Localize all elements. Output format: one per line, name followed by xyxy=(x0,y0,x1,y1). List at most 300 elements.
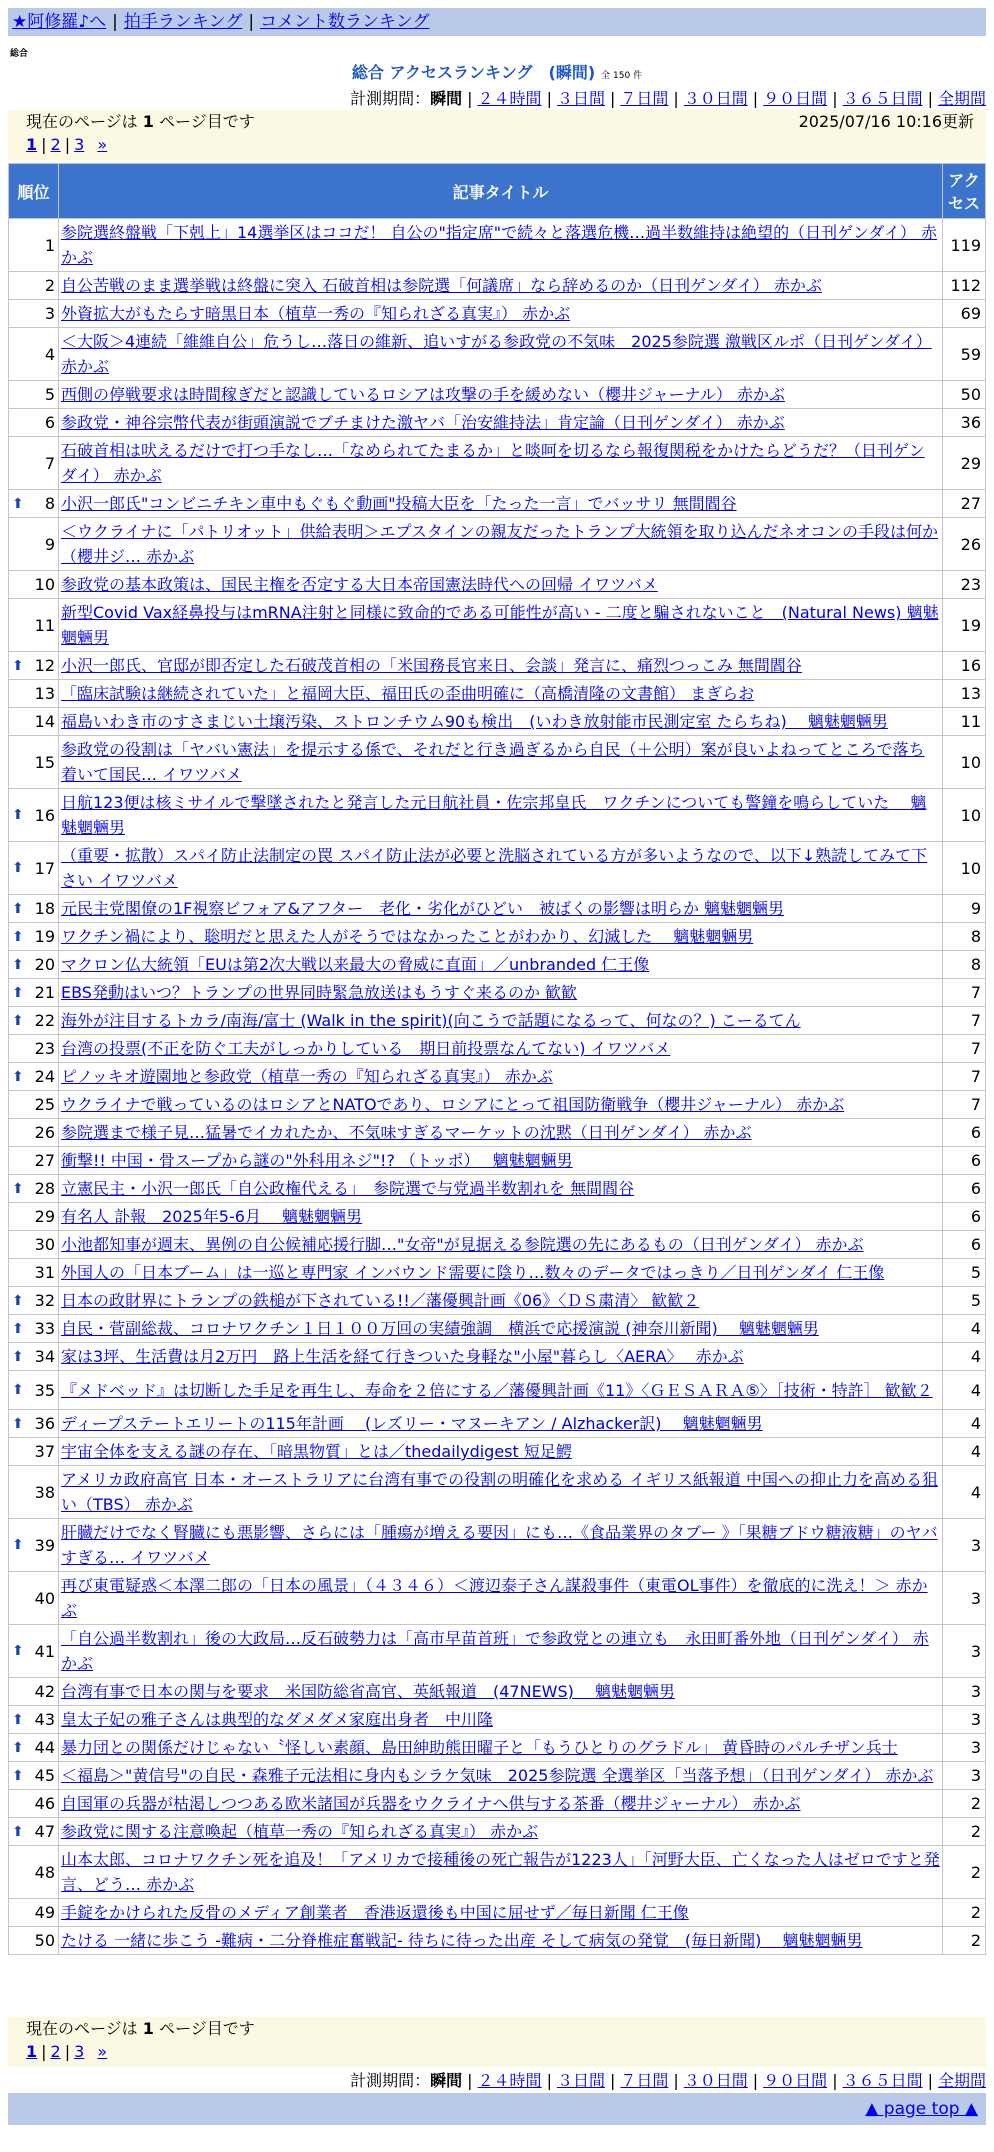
table-row xyxy=(9,923,986,951)
period-option-5[interactable]: ９０日間 xyxy=(763,89,828,108)
ranking-table xyxy=(8,163,986,1955)
table-row xyxy=(9,1410,986,1438)
title-cell xyxy=(59,1706,943,1734)
period-separator: | xyxy=(673,2071,679,2090)
access-count: 8 xyxy=(943,923,986,951)
comment-ranking-link[interactable]: コメント数ランキング xyxy=(260,12,430,32)
table-row xyxy=(9,1927,986,1955)
rank-cell xyxy=(9,680,59,708)
access-count: 5 xyxy=(943,1259,986,1287)
rank-cell xyxy=(9,1706,59,1734)
article-link[interactable]: 『メドベッド』は切断した手足を再生し、寿命を２倍にする／藩優興計画《11》〈ＧＥＳＡＲＡ⑤〉［技術・特許］ 歓歓２ xyxy=(61,1380,933,1400)
article-link[interactable]: 日本の政財界にトランプの鉄槌が下されている!!／藩優興計画《06》〈ＤＳ粛清〉 歓歓２ xyxy=(61,1291,700,1310)
table-row xyxy=(9,1063,986,1091)
table-row xyxy=(9,1091,986,1119)
access-count: 7 xyxy=(943,1007,986,1035)
period-separator: | xyxy=(752,89,759,108)
table-row xyxy=(9,1175,986,1203)
article-link[interactable]: ピノッキオ遊園地と参政党（植草一秀の『知られざる真実』） 赤かぶ xyxy=(61,1067,553,1086)
table-row xyxy=(9,652,986,680)
title-cell xyxy=(59,1818,943,1846)
table-row xyxy=(9,708,986,736)
article-link[interactable]: 福島いわき市のすさまじい土壌汚染、ストロンチウム90も検出 (いわき放射能市民測定室 たらちね) 魑魅魍魎男 xyxy=(61,712,888,731)
article-link[interactable]: 立憲民主・小沢一郎氏「自公政権代える」 参院選で与党過半数割れを 無間閻谷 xyxy=(61,1179,635,1198)
home-link[interactable]: ★阿修羅♪へ xyxy=(12,12,107,32)
article-link[interactable]: 参政党・神谷宗幣代表が街頭演説でブチまけた激ヤバ「治安維持法」肯定論（日刊ゲンダイ） 赤かぶ xyxy=(61,413,785,432)
period-option-2[interactable]: ３日間 xyxy=(556,2071,605,2090)
access-count: 27 xyxy=(943,490,986,518)
rank-cell xyxy=(9,1790,59,1818)
access-count: 112 xyxy=(943,272,986,300)
period-option-2[interactable]: ３日間 xyxy=(556,89,605,108)
access-count: 6 xyxy=(943,1147,986,1175)
table-row xyxy=(9,1343,986,1371)
title-cell xyxy=(59,1734,943,1762)
article-link[interactable]: 再び東電疑惑＜本澤二郎の「日本の風景」（４３４６）＜渡辺泰子さん謀殺事件（東電OL事件）を徹底的に洗え！＞ 赤かぶ xyxy=(61,1576,928,1620)
access-count: 3 xyxy=(943,1706,986,1734)
access-count: 36 xyxy=(943,409,986,437)
title-cell xyxy=(59,895,943,923)
article-link[interactable]: 小池都知事が週末、異例の自公候補応援行脚…"女帝"が見据える参院選の先にあるもの（日刊ゲンダイ） 赤かぶ xyxy=(61,1235,864,1254)
period-option-5[interactable]: ９０日間 xyxy=(763,2071,828,2090)
article-link[interactable]: 元民主党閣僚の1F視察ビフォア&アフター 老化・劣化がひどい 被ばくの影響は明らか 魑魅魍魎男 xyxy=(61,899,785,918)
rank-cell xyxy=(9,1818,59,1846)
table-row xyxy=(9,1438,986,1466)
title-cell xyxy=(59,1371,943,1410)
rank-number: 38 xyxy=(34,1482,55,1502)
rank-cell xyxy=(9,1927,59,1955)
article-link[interactable]: 参政党に関する注意喚起（植草一秀の『知られざる真実』） 赤かぶ xyxy=(61,1822,539,1841)
article-link[interactable]: 皇太子妃の雅子さんは典型的なダメダメ家庭出身者 中川隆 xyxy=(61,1710,494,1729)
title-cell xyxy=(59,1678,943,1706)
rank-up-arrow-icon: ⬆ xyxy=(12,1012,24,1029)
article-link[interactable]: 自国軍の兵器が枯渇しつつある欧米諸国が兵器をウクライナへ供与する茶番（櫻井ジャーナル） 赤かぶ xyxy=(61,1794,801,1813)
table-row xyxy=(9,1625,986,1678)
period-separator: | xyxy=(752,2071,759,2090)
rank-number: 50 xyxy=(34,1931,55,1950)
title-header: 記事タイトル xyxy=(59,164,943,219)
title-cell xyxy=(59,1572,943,1625)
article-link[interactable]: ディープステートエリートの115年計画 (レズリー・マヌーキアン / Alzhacker訳) 魑魅魍魎男 xyxy=(61,1414,763,1433)
article-link[interactable]: アメリカ政府高官 日本・オーストラリアに台湾有事での役割の明確化を求める イギリス紙報道 中国への抑止力を高める狙い（TBS） 赤かぶ xyxy=(61,1470,939,1514)
period-separator: | xyxy=(467,89,473,108)
table-row xyxy=(9,1231,986,1259)
rank-number: 49 xyxy=(34,1903,55,1922)
table-row xyxy=(9,409,986,437)
pagination-bottom xyxy=(26,2041,974,2063)
period-separator: | xyxy=(467,2071,473,2090)
page-link-2[interactable]: 2 xyxy=(50,135,61,154)
total-count: 全 150 件 xyxy=(601,71,643,81)
rank-cell xyxy=(9,1063,59,1091)
period-separator: | xyxy=(546,2071,552,2090)
rank-number: 43 xyxy=(34,1710,55,1729)
rank-number: 5 xyxy=(44,385,55,404)
access-count: 4 xyxy=(943,1438,986,1466)
current-page-text-bottom: 現在のページは 1 ページ目です xyxy=(26,2019,255,2038)
access-count: 50 xyxy=(943,381,986,409)
page-link-1: 1 xyxy=(26,135,38,154)
article-link[interactable]: 「臨床試験は継続されていた」と福岡大臣、福田氏の歪曲明確に（高橋清隆の文書館） まぎらお xyxy=(61,684,755,703)
article-link[interactable]: 日航123便は核ミサイルで撃墜されたと発言した元日航社員・佐宗邦皇氏 ワクチンについても警鐘を鳴らしていた 魑魅魍魎男 xyxy=(61,793,927,837)
title-cell xyxy=(59,1175,943,1203)
rank-cell xyxy=(9,708,59,736)
rank-number: 1 xyxy=(44,235,55,255)
next-page-link[interactable]: » xyxy=(97,2042,108,2061)
rank-number: 35 xyxy=(34,1380,55,1400)
access-count: 6 xyxy=(943,1231,986,1259)
rank-cell xyxy=(9,652,59,680)
title-cell xyxy=(59,1119,943,1147)
rank-cell xyxy=(9,409,59,437)
access-count: 3 xyxy=(943,1519,986,1572)
page-link-3[interactable]: 3 xyxy=(74,135,85,154)
clap-ranking-link[interactable]: 拍手ランキング xyxy=(123,12,243,32)
rank-cell xyxy=(9,895,59,923)
rank-number: 22 xyxy=(34,1011,55,1030)
article-link[interactable]: 参政党の基本政策は、国民主権を否定する大日本帝国憲法時代への回帰 イワツバメ xyxy=(61,575,658,594)
period-option-1[interactable]: ２４時間 xyxy=(477,89,542,108)
period-option-6[interactable]: ３６５日間 xyxy=(842,89,923,108)
article-link[interactable]: マクロン仏大統領「EUは第2次大戦以来最大の脅威に直面」／unbranded 仁王像 xyxy=(61,955,650,974)
article-link[interactable]: 山本太郎、コロナワクチン死を追及！「アメリカで接種後の死亡報告が1223人」「河野大臣、亡くなった人はゼロですと発言、どう… 赤かぶ xyxy=(61,1850,940,1894)
article-link[interactable]: 有名人 訃報 2025年5-6月 魑魅魍魎男 xyxy=(61,1207,363,1226)
rank-cell xyxy=(9,1203,59,1231)
article-link[interactable]: ＜福島＞"黄信号"の自民・森雅子元法相に身内もシラケ気味 2025参院選 全選挙区「当落予想」（日刊ゲンダイ） 赤かぶ xyxy=(61,1766,934,1785)
rank-number: 25 xyxy=(34,1095,55,1114)
table-row xyxy=(9,1899,986,1927)
rank-up-arrow-icon: ⬆ xyxy=(12,1767,24,1784)
access-count: 11 xyxy=(943,708,986,736)
title-cell xyxy=(59,409,943,437)
article-link[interactable]: 自民・菅副総裁、コロナワクチン１日１００万回の実績強調 横浜で応援演説 (神奈川新聞) 魑魅魍魎男 xyxy=(61,1319,819,1338)
article-link[interactable]: 衝撃!! 中国・骨スープから謎の"外科用ネジ"!? （トッポ） 魑魅魍魎男 xyxy=(61,1151,573,1170)
title-cell xyxy=(59,979,943,1007)
article-link[interactable]: 新型Covid Vax経鼻投与はmRNA注射と同様に致命的である可能性が高い - 二度と騙されないこと (Natural News) 魑魅魍魎男 xyxy=(61,603,939,647)
page-info-bottom xyxy=(8,2017,986,2067)
table-row xyxy=(9,272,986,300)
rank-number: 4 xyxy=(44,344,55,364)
access-count: 10 xyxy=(943,736,986,789)
period-option-6[interactable]: ３６５日間 xyxy=(842,2071,923,2090)
table-row xyxy=(9,1203,986,1231)
rank-number: 47 xyxy=(34,1822,55,1841)
article-link[interactable]: 参院選終盤戦「下剋上」14選挙区はココだ！ 自公の"指定席"で続々と落選危機…過半数維持は絶望的（日刊ゲンダイ） 赤かぶ xyxy=(61,223,937,267)
period-option-4[interactable]: ３０日間 xyxy=(683,2071,748,2090)
table-row xyxy=(9,328,986,381)
title-cell xyxy=(59,1846,943,1899)
rank-number: 32 xyxy=(34,1291,55,1310)
rank-cell xyxy=(9,736,59,789)
rank-cell xyxy=(9,518,59,571)
access-count: 7 xyxy=(943,1091,986,1119)
access-count: 6 xyxy=(943,1203,986,1231)
title-cell xyxy=(59,789,943,842)
period-separator: | xyxy=(609,89,616,108)
rank-number: 17 xyxy=(34,858,55,878)
title-cell xyxy=(59,1203,943,1231)
rank-number: 36 xyxy=(34,1414,55,1433)
title-cell xyxy=(59,1343,943,1371)
rank-number: 29 xyxy=(34,1207,55,1226)
period-option-1[interactable]: ２４時間 xyxy=(477,2071,542,2090)
rank-cell xyxy=(9,1438,59,1466)
article-link[interactable]: 小沢一郎氏、官邸が即否定した石破茂首相の「米国務長官来日、会談」発言に、痛烈つっこみ 無間閻谷 xyxy=(61,656,802,675)
title-cell xyxy=(59,219,943,272)
table-row xyxy=(9,1818,986,1846)
table-row xyxy=(9,736,986,789)
access-count: 4 xyxy=(943,1343,986,1371)
rank-number: 34 xyxy=(34,1347,55,1366)
table-row xyxy=(9,895,986,923)
period-separator: | xyxy=(673,89,679,108)
rank-up-arrow-icon: ⬆ xyxy=(12,657,24,674)
rank-cell xyxy=(9,1846,59,1899)
rank-up-arrow-icon: ⬆ xyxy=(12,1320,24,1337)
table-row xyxy=(9,490,986,518)
table-row xyxy=(9,1846,986,1899)
access-count: 3 xyxy=(943,1572,986,1625)
rank-cell xyxy=(9,1315,59,1343)
title-cell xyxy=(59,1899,943,1927)
title-cell xyxy=(59,1091,943,1119)
period-selector-top xyxy=(350,86,986,109)
footer-bar xyxy=(8,2093,986,2125)
rank-number: 27 xyxy=(34,1151,55,1170)
period-option-7[interactable]: 全期間 xyxy=(937,89,986,108)
category-label: 総合 xyxy=(10,49,29,59)
rank-up-arrow-icon: ⬆ xyxy=(12,1348,24,1365)
article-link[interactable]: 外国人の「日本ブーム」は一巡と専門家 インバウンド需要に陰り…数々のデータではっきり／日刊ゲンダイ 仁王像 xyxy=(61,1263,885,1282)
article-link[interactable]: 台湾有事で日本の関与を要求 米国防総省高官、英紙報道 (47NEWS) 魑魅魍魎男 xyxy=(61,1682,675,1701)
title-cell xyxy=(59,1466,943,1519)
access-count: 59 xyxy=(943,328,986,381)
title-cell xyxy=(59,1519,943,1572)
rank-number: 44 xyxy=(34,1738,55,1757)
table-row xyxy=(9,1259,986,1287)
article-link[interactable]: 外資拡大がもたらす暗黒日本（植草一秀の『知られざる真実』） 赤かぶ xyxy=(61,304,571,323)
article-link[interactable]: 暴力団との関係だけじゃない〝怪しい素顔、島田紳助熊田曜子と「もうひとりのグラドル」 黄昏時のパルチザン兵士 xyxy=(61,1738,898,1757)
access-count: 26 xyxy=(943,518,986,571)
rank-up-arrow-icon: ⬆ xyxy=(12,1382,24,1398)
title-cell xyxy=(59,708,943,736)
rank-up-arrow-icon: ⬆ xyxy=(12,807,24,823)
access-header: アクセス xyxy=(943,164,986,219)
article-link[interactable]: ＜大阪＞4連続「維維自公」危うし…落日の維新、追いすがる参政党の不気味 2025参院選 激戦区ルポ（日刊ゲンダイ） 赤かぶ xyxy=(61,332,932,376)
rank-cell xyxy=(9,381,59,409)
table-row xyxy=(9,1315,986,1343)
rank-cell xyxy=(9,328,59,381)
table-row xyxy=(9,1790,986,1818)
updated-timestamp: 2025/07/16 10:16更新 xyxy=(798,112,974,131)
title-cell xyxy=(59,1625,943,1678)
ranking-rows xyxy=(9,219,986,1955)
nav-separator: | xyxy=(112,12,118,32)
rank-cell xyxy=(9,1091,59,1119)
rank-number: 20 xyxy=(34,955,55,974)
article-link[interactable]: 「自公過半数割れ」後の大政局…反石破勢力は「高市早苗首班」で参政党との連立も 永田町番外地（日刊ゲンダイ） 赤かぶ xyxy=(61,1629,929,1673)
table-row xyxy=(9,1734,986,1762)
title-cell xyxy=(59,1231,943,1259)
rank-number: 7 xyxy=(44,453,55,473)
title-cell xyxy=(59,328,943,381)
table-row xyxy=(9,1007,986,1035)
period-option-3[interactable]: ７日間 xyxy=(620,2071,669,2090)
rank-number: 9 xyxy=(44,534,55,554)
title-cell xyxy=(59,680,943,708)
title-cell xyxy=(59,381,943,409)
page-link-2[interactable]: 2 xyxy=(50,2042,61,2061)
title-cell xyxy=(59,1063,943,1091)
rank-cell xyxy=(9,979,59,1007)
table-row xyxy=(9,518,986,571)
rank-cell xyxy=(9,1259,59,1287)
table-row xyxy=(9,1572,986,1625)
rank-number: 37 xyxy=(34,1442,55,1461)
title-cell xyxy=(59,571,943,599)
page-link-3[interactable]: 3 xyxy=(74,2042,85,2061)
title-cell xyxy=(59,272,943,300)
rank-cell xyxy=(9,437,59,490)
period-separator: | xyxy=(927,2071,933,2090)
rank-up-arrow-icon: ⬆ xyxy=(12,900,24,917)
article-link[interactable]: 台湾の投票(不正を防ぐ工夫がしっかりしている 期日前投票なんてない) イワツバメ xyxy=(61,1039,671,1058)
rank-number: 8 xyxy=(44,494,55,513)
rank-up-arrow-icon: ⬆ xyxy=(12,1292,24,1309)
rank-cell xyxy=(9,1119,59,1147)
rank-number: 21 xyxy=(34,983,55,1002)
table-row xyxy=(9,300,986,328)
table-row xyxy=(9,1147,986,1175)
article-link[interactable]: 宇宙全体を支える謎の存在、「暗黒物質」とは／thedailydigest 短足鰐 xyxy=(61,1442,572,1461)
title-cell xyxy=(59,842,943,895)
article-link[interactable]: 自公苦戦のまま選挙戦は終盤に突入 石破首相は参院選「何議席」なら辞めるのか（日刊ゲンダイ） 赤かぶ xyxy=(61,276,822,295)
access-count: 7 xyxy=(943,979,986,1007)
rank-number: 2 xyxy=(44,276,55,295)
access-count: 10 xyxy=(943,842,986,895)
article-link[interactable]: （重要・拡散）スパイ防止法制定の罠 スパイ防止法が必要と洗脳されている方が多いようなので、以下↓熟読してみて下さい イワツバメ xyxy=(61,846,928,890)
rank-cell xyxy=(9,923,59,951)
access-count: 2 xyxy=(943,1899,986,1927)
access-count: 6 xyxy=(943,1175,986,1203)
access-count: 29 xyxy=(943,437,986,490)
title-cell xyxy=(59,1410,943,1438)
access-count: 3 xyxy=(943,1625,986,1678)
pager-separator: | xyxy=(41,2042,47,2061)
table-row xyxy=(9,1035,986,1063)
access-count: 69 xyxy=(943,300,986,328)
next-page-link[interactable]: » xyxy=(97,135,108,154)
article-link[interactable]: EBS発動はいつ？トランプの世界同時緊急放送はもうすぐ来るのか 歓歓 xyxy=(61,983,578,1002)
access-count: 5 xyxy=(943,1287,986,1315)
table-row xyxy=(9,599,986,652)
period-option-3[interactable]: ７日間 xyxy=(620,89,669,108)
rank-number: 16 xyxy=(34,805,55,825)
access-count: 6 xyxy=(943,1119,986,1147)
article-link[interactable]: ウクライナで戦っているのはロシアとNATOであり、ロシアにとって祖国防衛戦争（櫻井ジャーナル） 赤かぶ xyxy=(61,1095,845,1114)
period-option-0: 瞬間 xyxy=(430,2071,463,2090)
nav-separator: | xyxy=(248,12,255,32)
table-row xyxy=(9,1519,986,1572)
table-row xyxy=(9,842,986,895)
rank-number: 41 xyxy=(34,1641,55,1661)
rank-number: 26 xyxy=(34,1123,55,1142)
access-count: 4 xyxy=(943,1371,986,1410)
pager-separator: | xyxy=(41,135,47,154)
rank-cell xyxy=(9,951,59,979)
rank-cell xyxy=(9,571,59,599)
table-row xyxy=(9,219,986,272)
rank-up-arrow-icon: ⬆ xyxy=(12,1537,24,1553)
rank-number: 19 xyxy=(34,927,55,946)
access-count: 4 xyxy=(943,1315,986,1343)
rank-cell xyxy=(9,1371,59,1410)
pager-separator xyxy=(88,135,93,154)
access-count: 3 xyxy=(943,1762,986,1790)
title-cell xyxy=(59,1790,943,1818)
title-cell xyxy=(59,1315,943,1343)
access-count: 19 xyxy=(943,599,986,652)
title-cell xyxy=(59,923,943,951)
rank-up-arrow-icon: ⬆ xyxy=(12,1823,24,1840)
article-link[interactable]: 石破首相は吠えるだけで打つ手なし…「なめられてたまるか」と啖呵を切るなら報復関税をかけたらどうだ？（日刊ゲンダイ） 赤かぶ xyxy=(61,441,925,485)
pager-separator xyxy=(88,2042,93,2061)
rank-cell xyxy=(9,1678,59,1706)
article-link[interactable]: 参院選まで様子見…猛暑でイカれたか、不気味すぎるマーケットの沈黙（日刊ゲンダイ） 赤かぶ xyxy=(61,1123,752,1142)
article-link[interactable]: 手錠をかけられた反骨のメディア創業者 香港返還後も中国に屈せず／毎日新聞 仁王像 xyxy=(61,1903,689,1922)
title-cell xyxy=(59,1035,943,1063)
table-row xyxy=(9,951,986,979)
access-count: 7 xyxy=(943,1063,986,1091)
period-option-4[interactable]: ３０日間 xyxy=(683,89,748,108)
article-link[interactable]: 小沢一郎氏"コンビニチキン車中もぐもぐ動画"投稿大臣を「たった一言」でバッサリ 無間閻谷 xyxy=(61,494,737,513)
rank-cell xyxy=(9,789,59,842)
article-link[interactable]: 肝臓だけでなく腎臓にも悪影響、さらには「腫瘍が増える要因」にも…《食品業界のタブー 》「果糖ブドウ糖液糖」のヤバすぎる… イワツバメ xyxy=(61,1523,938,1567)
article-link[interactable]: 参政党の役割は「ヤバい憲法」を提示する係で、それだと行き過ぎるから自民（＋公明）案が良いよねってところで落ち着いて国民… イワツバメ xyxy=(61,740,925,784)
article-link[interactable]: 海外が注目するトカラ/南海/富士 (Walk in the spirit)(向こうで話題になるって、何なの？) こーるてん xyxy=(61,1011,801,1030)
period-separator: | xyxy=(927,89,933,108)
rank-up-arrow-icon: ⬆ xyxy=(12,984,24,1001)
page-top-link[interactable]: ▲ page top ▲ xyxy=(865,2099,978,2119)
article-link[interactable]: 家は3坪、生活費は月2万円 路上生活を経て行きついた身軽な"小屋"暮らし〈AERA〉 赤かぶ xyxy=(61,1347,744,1366)
article-link[interactable]: ワクチン禍により、聡明だと思えた人がそうではなかったことがわかり、幻滅した 魑魅魍魎男 xyxy=(61,927,754,946)
table-row xyxy=(9,1678,986,1706)
rank-cell xyxy=(9,1762,59,1790)
rank-cell xyxy=(9,1007,59,1035)
rank-number: 39 xyxy=(34,1535,55,1555)
rank-cell xyxy=(9,1147,59,1175)
table-row xyxy=(9,1762,986,1790)
title-cell xyxy=(59,652,943,680)
page-title xyxy=(0,60,994,83)
access-count: 16 xyxy=(943,652,986,680)
rank-number: 11 xyxy=(34,615,55,635)
rank-up-arrow-icon: ⬆ xyxy=(12,928,24,945)
rank-number: 46 xyxy=(34,1794,55,1813)
title-cell xyxy=(59,951,943,979)
page-link-1: 1 xyxy=(26,2042,38,2061)
article-link[interactable]: 西側の停戦要求は時間稼ぎだと認識しているロシアは攻撃の手を緩めない（櫻井ジャーナル） 赤かぶ xyxy=(61,385,785,404)
rank-cell xyxy=(9,1035,59,1063)
access-count: 2 xyxy=(943,1818,986,1846)
title-cell xyxy=(59,1259,943,1287)
period-option-7[interactable]: 全期間 xyxy=(937,2071,986,2090)
article-link[interactable]: ＜ウクライナに「パトリオット」供給表明＞エプスタインの親友だったトランプ大統領を取り込んだネオコンの手段は何か（櫻井ジ… 赤かぶ xyxy=(61,522,938,566)
access-count: 2 xyxy=(943,1846,986,1899)
article-link[interactable]: たける 一緒に歩こう -難病・二分脊椎症奮戦記- 待ちに待った出産 そして病気の発覚 (毎日新聞) 魑魅魍魎男 xyxy=(61,1931,863,1950)
access-count: 3 xyxy=(943,1678,986,1706)
rank-cell xyxy=(9,1231,59,1259)
